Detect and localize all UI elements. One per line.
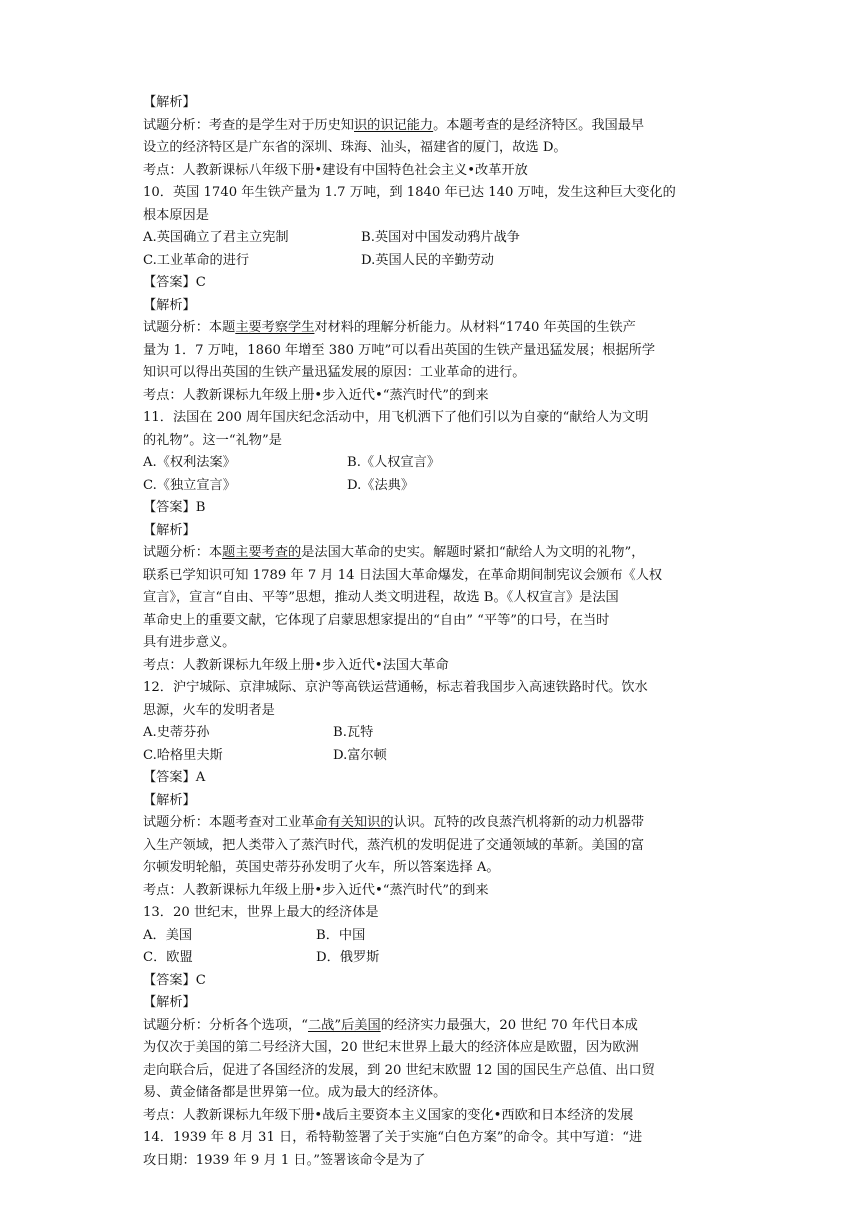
text-run: 【解析】 <box>143 995 196 1010</box>
text-run: 试题分析：考查的是学生对于历史知 <box>143 117 354 133</box>
text-line <box>143 610 723 633</box>
text-run: 。本题考查的是经济特区。我国最早 <box>433 117 645 133</box>
text-run: 考点：人教新课标八年级下册•建设有中国特色社会主义•改革开放 <box>143 162 528 178</box>
text-run: 考点：人教新课标九年级上册•步入近代•“蒸汽时代”的到来 <box>143 882 489 898</box>
option-row <box>143 452 723 475</box>
text-line <box>143 295 723 318</box>
underlined-text: 题主要考查的 <box>222 545 302 560</box>
text-line <box>143 430 723 453</box>
answer-option: B．中国 <box>316 927 366 943</box>
text-run: 走向联合后，促进了各国经济的发展，到 20 世纪末欧盟 12 国的国民生产总值、出口贸 <box>143 1062 655 1078</box>
text-run: 认识。瓦特的改良蒸汽机将新的动力机器带 <box>393 815 645 830</box>
answer-option: D．俄罗斯 <box>316 950 380 965</box>
text-run: 尔顿发明轮船，英国史蒂芬孙发明了火车，所以答案选择 A。 <box>143 860 500 875</box>
text-run: 考点：人教新课标九年级上册•步入近代•“蒸汽时代”的到来 <box>143 387 489 403</box>
text-run: 【答案】C <box>143 275 206 290</box>
text-run: 的礼物”。这一“礼物”是 <box>143 432 282 448</box>
text-run: 具有进步意义。 <box>143 635 236 650</box>
option-row <box>143 925 723 948</box>
text-line <box>143 272 723 295</box>
text-run: 易、黄金储备都是世界第一位。成为最大的经济体。 <box>143 1085 447 1100</box>
text-run: 试题分析：分析各个选项，“ <box>143 1017 308 1033</box>
text-line <box>143 902 723 925</box>
text-run: 13．20 世纪末，世界上最大的经济体是 <box>143 905 379 920</box>
text-line <box>143 317 723 340</box>
answer-option: D.英国人民的辛勤劳动 <box>361 252 494 268</box>
text-run: 【答案】C <box>143 972 206 988</box>
text-line <box>143 857 723 880</box>
document-page <box>143 92 723 1172</box>
text-line <box>143 655 723 678</box>
text-line <box>143 1037 723 1060</box>
text-run: 为仅次于美国的第二号经济大国，20 世纪末世界上最大的经济体应是欧盟，因为欧洲 <box>143 1040 639 1055</box>
text-line <box>143 700 723 723</box>
text-line <box>143 970 723 993</box>
answer-option: B.《人权宣言》 <box>347 455 441 470</box>
text-line <box>143 542 723 565</box>
answer-option: D.《法典》 <box>347 477 415 493</box>
text-line <box>143 880 723 903</box>
answer-option: B.英国对中国发动鸦片战争 <box>361 230 520 245</box>
underlined-text: 识的识记能力 <box>354 117 434 133</box>
text-run: 是法国大革命的史实。解题时紧扣“献给人为文明的礼物”， <box>301 545 645 560</box>
text-run: 根本原因是 <box>143 207 209 223</box>
text-run: 【解析】 <box>143 297 196 313</box>
text-line <box>143 407 723 430</box>
text-run: 考点：人教新课标九年级上册•步入近代•法国大革命 <box>143 657 449 673</box>
text-line <box>143 677 723 700</box>
text-run: 【答案】B <box>143 500 206 515</box>
text-run: 试题分析：本题 <box>143 320 236 335</box>
text-line <box>143 1060 723 1083</box>
answer-option: C．欧盟 <box>143 950 193 965</box>
text-line <box>143 1150 723 1173</box>
answer-option: B.瓦特 <box>333 725 374 740</box>
text-run: 的经济实力最强大，20 世纪 70 年代日本成 <box>380 1017 638 1033</box>
text-run: 革命史上的重要文献，它体现了启蒙思想家提出的“自由” “平等”的口号，在当时 <box>143 612 610 628</box>
text-line <box>143 497 723 520</box>
text-run: 设立的经济特区是广东省的深圳、珠海、汕头，福建省的厦门，故选 D。 <box>143 140 567 155</box>
text-line <box>143 362 723 385</box>
text-line <box>143 587 723 610</box>
text-line <box>143 632 723 655</box>
text-line <box>143 1082 723 1105</box>
text-run: 10．英国 1740 年生铁产量为 1.7 万吨，到 1840 年已达 140 万吨，发生这种巨大变化的 <box>143 185 676 200</box>
text-run: 11．法国在 200 周年国庆纪念活动中，用飞机洒下了他们引以为自豪的“献给人为文明 <box>143 410 649 425</box>
text-run: 攻日期：1939 年 9 月 1 日。”签署该命令是为了 <box>143 1152 426 1168</box>
text-line <box>143 340 723 363</box>
text-line <box>143 790 723 813</box>
answer-option: D.富尔顿 <box>333 747 387 763</box>
text-line <box>143 565 723 588</box>
text-line <box>143 835 723 858</box>
underlined-text: 二战”后美国 <box>308 1017 381 1033</box>
answer-option: A.《权利法案》 <box>143 455 236 470</box>
text-run: 知识可以得出英国的生铁产量迅猛发展的原因：工业革命的进行。 <box>143 365 526 380</box>
answer-option: A.英国确立了君主立宪制 <box>143 230 289 245</box>
option-row <box>143 722 723 745</box>
answer-option: C.哈格里夫斯 <box>143 747 223 763</box>
text-run: 联系已学知识可知 1789 年 7 月 14 日法国大革命爆发，在革命期间制宪议会颁布《人权 <box>143 567 663 583</box>
text-run: 思源，火车的发明者是 <box>143 702 275 718</box>
answer-option: A．美国 <box>143 927 193 943</box>
text-run: 【解析】 <box>143 522 196 538</box>
text-line <box>143 160 723 183</box>
text-line <box>143 385 723 408</box>
underlined-text: 主要考察学生 <box>235 320 315 335</box>
text-line <box>143 767 723 790</box>
option-row <box>143 745 723 768</box>
text-line <box>143 1015 723 1038</box>
text-run: 12．沪宁城际、京津城际、京沪等高铁运营通畅，标志着我国步入高速铁路时代。饮水 <box>143 680 648 695</box>
text-run: 入生产领域，把人类带入了蒸汽时代，蒸汽机的发明促进了交通领域的革新。美国的富 <box>143 837 645 853</box>
text-line <box>143 115 723 138</box>
text-line <box>143 182 723 205</box>
text-run: 14．1939 年 8 月 31 日，希特勒签署了关于实施“白色方案”的命令。其中写道：“进 <box>143 1130 643 1145</box>
text-line <box>143 205 723 228</box>
option-row <box>143 475 723 498</box>
text-run: 【答案】A <box>143 770 206 785</box>
text-line <box>143 992 723 1015</box>
answer-option: C.工业革命的进行 <box>143 252 250 268</box>
text-run: 试题分析：本 <box>143 545 223 560</box>
underlined-text: 命有关知识的 <box>314 815 394 830</box>
text-run: 试题分析：本题考查对工业革 <box>143 815 315 830</box>
answer-option: A.史蒂芬孙 <box>143 725 210 740</box>
text-line <box>143 92 723 115</box>
text-run: 量为 1．7 万吨，1860 年增至 380 万吨”可以看出英国的生铁产量迅猛发展；根据所学 <box>143 342 656 358</box>
text-run: 【解析】 <box>143 792 196 808</box>
text-line <box>143 1127 723 1150</box>
text-line <box>143 1105 723 1128</box>
option-row <box>143 227 723 250</box>
answer-option: C.《独立宣言》 <box>143 477 236 493</box>
text-line <box>143 812 723 835</box>
text-run: 考点：人教新课标九年级下册•战后主要资本主义国家的变化•西欧和日本经济的发展 <box>143 1107 634 1123</box>
option-row <box>143 250 723 273</box>
text-line <box>143 137 723 160</box>
text-run: 宣言》，宣言“自由、平等”思想，推动人类文明进程，故选 B。《人权宣言》是法国 <box>143 590 619 605</box>
text-run: 对材料的理解分析能力。从材料“1740 年英国的生铁产 <box>314 320 636 335</box>
text-line <box>143 520 723 543</box>
text-run: 【解析】 <box>143 95 196 110</box>
option-row <box>143 947 723 970</box>
